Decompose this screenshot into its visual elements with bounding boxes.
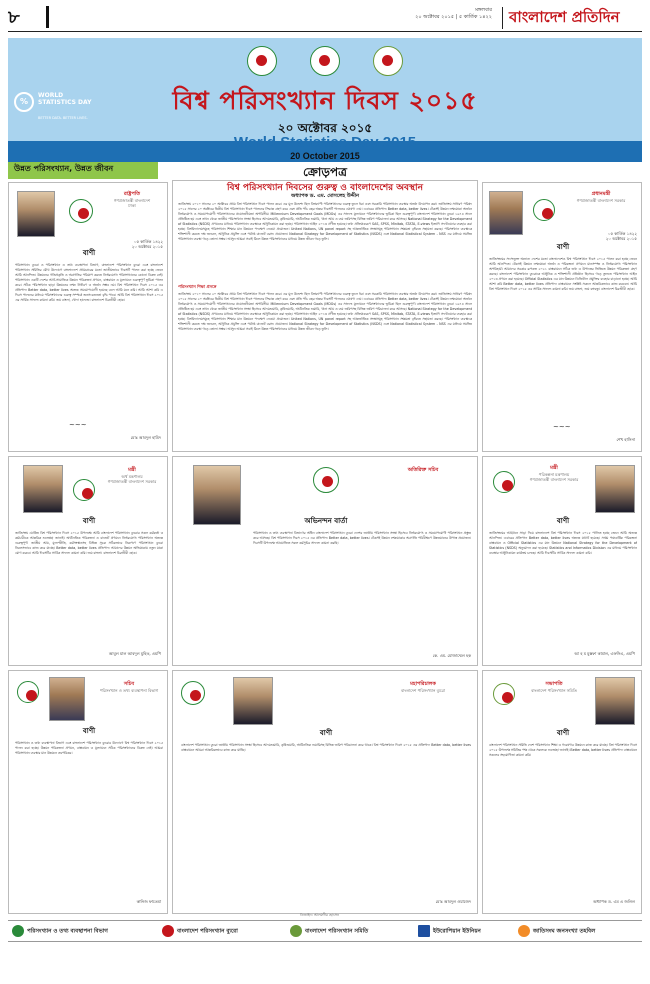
finance-minister-heading: বাণী bbox=[82, 517, 96, 525]
secretary-label: অতিরিক্ত সচিব bbox=[407, 467, 439, 473]
secretary-message bbox=[172, 456, 478, 666]
page-header bbox=[8, 6, 642, 32]
pm-label: প্রধানমন্ত্রী bbox=[591, 191, 611, 197]
president-date-bn: ০৫ কার্তিক ১৪২২ bbox=[133, 239, 163, 244]
bbs-logo-icon bbox=[162, 925, 174, 937]
planning-minister-signature: আ হ ম মুস্তফা কামাল, এফসিএ, এমপি bbox=[574, 651, 635, 656]
president-date-en: ২০ অক্টোবর ২০১৫ bbox=[131, 244, 163, 250]
unfpa-logo-icon bbox=[518, 925, 530, 937]
pm-message bbox=[482, 182, 642, 452]
finance-minister-photo bbox=[23, 465, 63, 513]
pm-photo bbox=[489, 191, 523, 235]
banner-date-bn: ২০ অক্টোবর ২০১৫ bbox=[277, 121, 373, 135]
president-text: পরিসংখ্যান ব্যুরো ও পরিসংখ্যান ও তথ্য ব্যবস্থাপনা বিভাগ, বাংলাদেশ পরিসংখ্যান ব্যুরো এবং বাংলাদেশ পরিসংখ্যান সমিতির যৌথ উদ্যোগে বাংলাদেশে প্রথমবারের মতো জাতীয়ভাবে দিবসটি পালন করা হচ্ছে জেনে আমি আনন্দিত। উন্নয়নের গতিপ্রকৃতি ও অগ্রগতির পরিমাপ করতে নির্ভরযোগ্য পরিসংখ্যানের কোনো বিকল্প নেই। পরিসংখ্যান একটি দেশের আর্থ-সামাজিক উন্নয়ন পরিকল্পনা প্রণয়ন, বাস্তবায়ন ও মূল্যায়নে গুরুত্বপূর্ণ ভূমিকা পালন করে। সঠিক পরিসংখ্যান ছাড়া উন্নয়নের লক্ষ্য নির্ধারণ ও অর্জন সম্ভব নয়। বিশ্ব পরিসংখ্যান দিবস ২০১৫ এর প্রতিপাদ্য Better data, better lives অত্যন্ত সময়োপযোগী হয়েছে বলে আমি মনে করি। আমি আশা করি এ দিবস পালনের মাধ্যমে পরিসংখ্যানের গুরুত্ব সম্পর্কে জনসচেতনতা বৃদ্ধি পাবে। আমি বিশ্ব পরিসংখ্যান দিবস ২০১৫ এর সার্বিক সাফল্য কামনা করি। জয় বাংলা, খোদা হাফেজ। বাংলাদেশ চিরজীবী হোক। bbox=[15, 263, 163, 302]
footer-item-sid: পরিসংখ্যান ও তথ্য ব্যবস্থাপনা বিভাগ bbox=[12, 925, 108, 937]
article-text-1: জাতিসংঘ ২০১০ সালের ২০ অক্টোবর প্রথম বিশ্ব পরিসংখ্যান দিবস পালন করে। এর মূল উদ্দেশ্য ছিল বিশ্বব্যাপী পরিসংখ্যানের গুরুত্ব তুলে ধরা এবং সরকারি পরিসংখ্যান ব্যবস্থার অর্জন উদযাপন করা। জাতিসংঘ সাধারণ পরিষদ ২০১৫ সালের ২০ অক্টোবর দ্বিতীয় বিশ্ব পরিসংখ্যান দিবস পালনের সিদ্ধান্ত গ্রহণ করে এবং প্রতি পাঁচ বছর অন্তর দিবসটি পালনের ঘোষণা দেয়। এবারের প্রতিপাদ্য Better data, better lives। টেকসই উন্নয়ন লক্ষ্যমাত্রা অর্জনে নির্ভরযোগ্য ও সময়োপযোগী পরিসংখ্যানের প্রয়োজনীয়তা অপরিসীম। Millennium Development Goals (MDGs) এর সাফল্য মূল্যায়নে পরিসংখ্যানের ভূমিকা ছিল গুরুত্বপূর্ণ। বাংলাদেশ পরিসংখ্যান ব্যুরো ১৯৭৪ সালে প্রতিষ্ঠিত হয় এবং তখন থেকে জাতীয় পরিসংখ্যান সংস্থা হিসেবে আদমশুমারি, কৃষিশুমারি, অর্থনৈতিক শুমারি, খানা আয় ও ব্যয় জরিপসহ বিভিন্ন জরিপ পরিচালনা করে আসছে। National Strategy for the Development of Statistics (NSDS) প্রণয়নের মাধ্যমে পরিসংখ্যান ব্যবস্থাকে আধুনিকায়ন করা হচ্ছে। পরিসংখ্যান আইন ২০১৩ প্রণীত হয়েছে। তথ্য প্রক্রিয়াকরণে SAS, SPSS, Minitab, STATA, E-views ইত্যাদি সফটওয়্যার ব্যবহার করা হচ্ছে। বিশ্ববিদ্যালয়সমূহে পরিসংখ্যান শিক্ষার মান উন্নয়নে পদক্ষেপ নেওয়া প্রয়োজন। United Nations, UN panel report সহ আন্তর্জাতিক সংস্থাসমূহ পরিসংখ্যান সক্ষমতা বৃদ্ধিতে সহায়তা করছে। পরিসংখ্যান ব্যবস্থাকে শক্তিশালী করতে দক্ষ জনবল, আধুনিক প্রযুক্তি এবং পর্যাপ্ত বাজেট বরাদ্দ প্রয়োজন। National Strategy for Development of Statistics (NSDS) এবং National Statistical System - NSS এর মাধ্যমে সমন্বিত পরিসংখ্যান ব্যবস্থা গড়ে তোলা সম্ভব। আসুন আমরা সবাই মিলে উন্নত পরিসংখ্যানের মাধ্যমে উন্নত জীবন গড়ে তুলি। bbox=[178, 202, 472, 241]
division-secretary-signature: কানিজ ফাতেমা bbox=[136, 899, 161, 904]
bbs-dg-signature: মোঃ আবদুল ওয়াজেদ bbox=[435, 899, 471, 904]
president-place: ঢাকা bbox=[128, 203, 136, 209]
eu-flag-icon bbox=[418, 925, 430, 937]
sponsor-footer bbox=[8, 920, 642, 942]
wsd-logo bbox=[14, 92, 104, 138]
president-seal-icon bbox=[69, 199, 93, 223]
pm-seal-icon bbox=[533, 199, 555, 221]
bbs-dg-heading: বাণী bbox=[319, 729, 333, 737]
president-label: রাষ্ট্রপতি bbox=[124, 191, 140, 197]
bbs-dg-office: বাংলাদেশ পরিসংখ্যান ব্যুরো bbox=[401, 687, 445, 693]
finance-minister-label: মন্ত্রী bbox=[128, 467, 136, 473]
president-message bbox=[8, 182, 168, 452]
secretary-seal-icon bbox=[313, 467, 339, 493]
bbs-dg-label: মহাপরিচালক bbox=[410, 681, 436, 687]
design-credit: ডিজাইন: আলমগীর হোসেন bbox=[300, 913, 339, 917]
finance-minister-message bbox=[8, 456, 168, 666]
wsd-logo-tagline: BETTER DATA. BETTER LIVES. bbox=[38, 116, 88, 120]
article-author: অধ্যাপক ড. এম. মোসলেহ উদ্দীন bbox=[291, 193, 359, 199]
division-secretary-message bbox=[8, 670, 168, 914]
division-secretary-text: পরিসংখ্যান ও তথ্য ব্যবস্থাপনা বিভাগ এবং বাংলাদেশ পরিসংখ্যান ব্যুরোর উদ্যোগে বিশ্ব পরিসংখ্যান দিবস ২০১৫ পালন করা হচ্ছে। উন্নয়ন পরিকল্পনা প্রণয়ন, বাস্তবায়ন ও মূল্যায়নে সঠিক পরিসংখ্যানের বিকল্প নেই। আমরা পরিসংখ্যান ব্যবস্থার মান উন্নয়নে বদ্ধপরিকর। bbox=[15, 741, 163, 755]
finance-minister-signature: আবুল মাল আবদুল মুহিত, এমপি bbox=[108, 651, 161, 656]
society-president-label: সভাপতি bbox=[545, 681, 563, 687]
society-president-heading: বাণী bbox=[556, 729, 570, 737]
footer-item-unfpa: জাতিসংঘ জনসংখ্যা তহবিল bbox=[518, 925, 595, 937]
article-title: বিশ্ব পরিসংখ্যান দিবসের গুরুত্ব ও বাংলাদেশের অবস্থান bbox=[226, 183, 423, 193]
division-seal-icon bbox=[17, 681, 39, 703]
planning-minister-label: মন্ত্রী bbox=[550, 465, 558, 471]
finance-seal-icon bbox=[73, 479, 95, 501]
article-text-2: জাতিসংঘ ২০১০ সালের ২০ অক্টোবর প্রথম বিশ্ব পরিসংখ্যান দিবস পালন করে। এর মূল উদ্দেশ্য ছিল বিশ্বব্যাপী পরিসংখ্যানের গুরুত্ব তুলে ধরা এবং সরকারি পরিসংখ্যান ব্যবস্থার অর্জন উদযাপন করা। জাতিসংঘ সাধারণ পরিষদ ২০১৫ সালের ২০ অক্টোবর দ্বিতীয় বিশ্ব পরিসংখ্যান দিবস পালনের সিদ্ধান্ত গ্রহণ করে এবং প্রতি পাঁচ বছর অন্তর দিবসটি পালনের ঘোষণা দেয়। এবারের প্রতিপাদ্য Better data, better lives। টেকসই উন্নয়ন লক্ষ্যমাত্রা অর্জনে নির্ভরযোগ্য ও সময়োপযোগী পরিসংখ্যানের প্রয়োজনীয়তা অপরিসীম। Millennium Development Goals (MDGs) এর সাফল্য মূল্যায়নে পরিসংখ্যানের ভূমিকা ছিল গুরুত্বপূর্ণ। বাংলাদেশ পরিসংখ্যান ব্যুরো ১৯৭৪ সালে প্রতিষ্ঠিত হয় এবং তখন থেকে জাতীয় পরিসংখ্যান সংস্থা হিসেবে আদমশুমারি, কৃষিশুমারি, অর্থনৈতিক শুমারি, খানা আয় ও ব্যয় জরিপসহ বিভিন্ন জরিপ পরিচালনা করে আসছে। National Strategy for the Development of Statistics (NSDS) প্রণয়নের মাধ্যমে পরিসংখ্যান ব্যবস্থাকে আধুনিকায়ন করা হচ্ছে। পরিসংখ্যান আইন ২০১৩ প্রণীত হয়েছে। তথ্য প্রক্রিয়াকরণে SAS, SPSS, Minitab, STATA, E-views ইত্যাদি সফটওয়্যার ব্যবহার করা হচ্ছে। বিশ্ববিদ্যালয়সমূহে পরিসংখ্যান শিক্ষার মান উন্নয়নে পদক্ষেপ নেওয়া প্রয়োজন। United Nations, UN panel report সহ আন্তর্জাতিক সংস্থাসমূহ পরিসংখ্যান সক্ষমতা বৃদ্ধিতে সহায়তা করছে। পরিসংখ্যান ব্যবস্থাকে শক্তিশালী করতে দক্ষ জনবল, আধুনিক প্রযুক্তি এবং পর্যাপ্ত বাজেট বরাদ্দ প্রয়োজন। National Strategy for Development of Statistics (NSDS) এবং National Statistical System - NSS এর মাধ্যমে সমন্বিত পরিসংখ্যান ব্যবস্থা গড়ে তোলা সম্ভব। আসুন আমরা সবাই মিলে উন্নত পরিসংখ্যানের মাধ্যমে উন্নত জীবন গড়ে তুলি। bbox=[178, 292, 472, 331]
article-subheading: পরিসংখ্যান শিক্ষা প্রসঙ্গে bbox=[178, 284, 217, 289]
bbs-seal-icon bbox=[181, 681, 205, 705]
banner-title-en: World Statistics Day 2015 bbox=[233, 134, 417, 151]
finance-minister-office: অর্থ মন্ত্রণালয় bbox=[121, 473, 143, 479]
finance-minister-text: জাতিসংঘ ঘোষিত বিশ্ব পরিসংখ্যান দিবস ২০১৫ উপলক্ষে আমি বাংলাদেশ পরিসংখ্যান ব্যুরোর সকল কর্মকর্তা ও কর্মচারীকে আন্তরিক শুভেচ্ছা জানাই। অর্থনৈতিক পরিকল্পনা ও বাজেট প্রণয়নে নির্ভরযোগ্য পরিসংখ্যান অত্যন্ত গুরুত্বপূর্ণ। জাতীয় আয়, মূল্যস্ফীতি, কর্মসংস্থানসহ বিভিন্ন সূচক সঠিকভাবে নিরূপণে পরিসংখ্যান ব্যুরো নিরলসভাবে কাজ করে যাচ্ছে। Better data, better lives প্রতিপাদ্য আমাদের উন্নয়ন অভিযাত্রায় নতুন মাত্রা যোগ করবে। আমি দিবসটির সার্বিক সাফল্য কামনা করি। জয় বাংলা। বাংলাদেশ চিরজীবী হোক। bbox=[15, 531, 163, 555]
society-president-office: বাংলাদেশ পরিসংখ্যান সমিতি bbox=[531, 687, 577, 693]
header-weekday: মঙ্গলবার bbox=[475, 7, 492, 13]
planning-minister-message bbox=[482, 456, 642, 666]
percent-icon: % bbox=[14, 92, 34, 112]
slogan-text: উন্নত পরিসংখ্যান, উন্নত জীবন bbox=[14, 164, 114, 173]
sid-logo-icon bbox=[247, 46, 277, 76]
header-dates: ২০ অক্টোবর ২০১৫ | ৫ কার্তিক ১৪২২ bbox=[415, 14, 492, 20]
society-president-photo bbox=[595, 677, 635, 725]
division-secretary-label: সচিব bbox=[123, 681, 135, 687]
sid-logo-icon bbox=[12, 925, 24, 937]
president-signature-mark: ~~~ bbox=[69, 421, 87, 429]
society-president-text: বাংলাদেশ পরিসংখ্যান সমিতি দেশে পরিসংখ্যান শিক্ষা ও গবেষণার উন্নয়নে কাজ করে যাচ্ছে। বিশ্ব পরিসংখ্যান দিবস ২০১৫ উপলক্ষে সমিতির পক্ষ থেকে সকলকে শুভেচ্ছা জানাই। Better data, better lives প্রতিপাদ্য বাস্তবায়নে সকলের সহযোগিতা কামনা করি। bbox=[489, 743, 637, 757]
society-president-message bbox=[482, 670, 642, 914]
bbs-dg-photo bbox=[233, 677, 273, 725]
planning-minister-office: পরিকল্পনা মন্ত্রণালয় bbox=[538, 471, 570, 477]
pm-office: গণপ্রজাতন্ত্রী বাংলাদেশ সরকার bbox=[576, 197, 626, 203]
secretary-text: পরিসংখ্যান ও তথ্য ব্যবস্থাপনা বিভাগের অধীন বাংলাদেশ পরিসংখ্যান ব্যুরো দেশের জাতীয় পরিসংখ্যান সংস্থা হিসেবে নির্ভরযোগ্য ও সময়োপযোগী পরিসংখ্যান প্রস্তুত করে আসছে। বিশ্ব পরিসংখ্যান দিবস ২০১৫ এর প্রতিপাদ্য Better data, better lives। টেকসই উন্নয়ন লক্ষ্যমাত্রার অগ্রগতি পরিবীক্ষণে উন্নতমানের উপাত্ত প্রয়োজন। দিবসটি উপলক্ষে আয়োজিত সকল কর্মসূচির সাফল্য কামনা করছি। bbox=[253, 531, 471, 545]
secretary-title: অভিনন্দন বার্তা bbox=[304, 517, 348, 525]
banner-date-en: 20 October 2015 bbox=[290, 151, 360, 161]
supplement-label: ক্রোড়পত্র bbox=[303, 165, 347, 179]
division-secretary-office: পরিসংখ্যান ও তথ্য ব্যবস্থাপনা বিভাগ bbox=[99, 687, 159, 693]
pm-date-en: ২০ অক্টোবর ২০১৫ bbox=[605, 236, 637, 242]
president-heading: বাণী bbox=[82, 249, 96, 257]
society-logo-icon bbox=[373, 46, 403, 76]
pm-text: জাতিসংঘের সদস্যভুক্ত অন্যান্য দেশের মতো বাংলাদেশেও বিশ্ব পরিসংখ্যান দিবস ২০১৫ পালন করা হচ্ছে জেনে আমি আনন্দিত। টেকসই উন্নয়ন লক্ষ্যমাত্রা অর্জন ও পরিকল্পনা প্রণয়নে মানসম্পন্ন ও নির্ভরযোগ্য পরিসংখ্যান অপরিহার্য। আমাদের সরকার রূপকল্প ২০২১ বাস্তবায়নে সঠিক তথ্য ও উপাত্তের ভিত্তিতে উন্নয়ন পরিকল্পনা গ্রহণ করছে। বাংলাদেশ পরিসংখ্যান ব্যুরোকে আধুনিক ও শক্তিশালী প্রতিষ্ঠান হিসেবে গড়ে তুলতে পরিসংখ্যান আইন ২০১৩ প্রণয়ন করা হয়েছে। Official Statistics এর মান উন্নয়নে ডিজিটাল প্রযুক্তির ব্যবহার বাড়ানো হচ্ছে। আমি আশা করি Better data, better lives প্রতিপাদ্য বাস্তবায়নে সংশ্লিষ্ট সকলে আন্তরিকভাবে কাজ করবেন। আমি বিশ্ব পরিসংখ্যান দিবস ২০১৫ এর সার্বিক সাফল্য কামনা করি। জয় বাংলা, জয় বঙ্গবন্ধু। বাংলাদেশ চিরজীবী হোক। bbox=[489, 257, 637, 291]
wsd-logo-text: WORLD STATISTICS DAY bbox=[38, 92, 92, 107]
bbs-dg-text: বাংলাদেশ পরিসংখ্যান ব্যুরো জাতীয় পরিসংখ্যান সংস্থা হিসেবে আদমশুমারি, কৃষিশুমারি, অর্থনৈতিক শুমারিসহ বিভিন্ন জরিপ পরিচালনা করে থাকে। বিশ্ব পরিসংখ্যান দিবস ২০১৫ এর প্রতিপাদ্য Better data, better lives বাস্তবায়নে আমরা আন্তরিকভাবে কাজ করে যাচ্ছি। bbox=[181, 743, 471, 752]
footer-item-eu: ইউরোপিয়ান ইউনিয়ন bbox=[418, 925, 481, 937]
planning-minister-text: জাতিসংঘের আহ্বানে সাড়া দিয়ে বাংলাদেশে বিশ্ব পরিসংখ্যান দিবস ২০১৫ পালিত হচ্ছে জেনে আমি অত্যন্ত আনন্দিত। এবারের প্রতিপাদ্য Better data, better lives অত্যন্ত যথার্থ হয়েছে। সপ্তম পঞ্চবার্ষিক পরিকল্পনা বাস্তবায়ন ও Official Statistics এর মান উন্নয়নে National Strategy for the Development of Statistics (NSDS) অনুমোদন করা হয়েছে। Statistics and Informatics Division এর মাধ্যমে পরিসংখ্যান ব্যবস্থার আধুনিকায়ন কার্যক্রম চলছে। আমি দিবসটির সার্বিক সাফল্য কামনা করি। bbox=[489, 531, 637, 555]
pm-signature-mark: ~~~ bbox=[553, 423, 571, 431]
president-signature: মোঃ আবদুল হামিদ bbox=[130, 435, 161, 440]
planning-minister-heading: বাণী bbox=[556, 517, 570, 525]
footer-item-bbs: বাংলাদেশ পরিসংখ্যান ব্যুরো bbox=[162, 925, 238, 937]
publication-logo: বাংলাদেশ প্রতিদিন bbox=[502, 7, 642, 29]
society-logo-icon bbox=[290, 925, 302, 937]
government-seal-icon bbox=[310, 46, 340, 76]
pm-date-bn: ০৫ কার্তিক ১৪২২ bbox=[607, 231, 637, 236]
page-number: ৮ bbox=[8, 7, 20, 28]
header-divider bbox=[46, 6, 49, 28]
division-secretary-heading: বাণী bbox=[82, 727, 96, 735]
planning-minister-org: গণপ্রজাতন্ত্রী বাংলাদেশ সরকার bbox=[529, 477, 579, 483]
footer-item-society: বাংলাদেশ পরিসংখ্যান সমিতি bbox=[290, 925, 368, 937]
president-photo bbox=[17, 191, 55, 237]
pm-heading: বাণী bbox=[556, 243, 570, 251]
pm-signature: শেখ হাসিনা bbox=[616, 437, 635, 442]
secretary-photo bbox=[193, 465, 241, 525]
society-seal-icon bbox=[493, 683, 515, 705]
finance-minister-org: গণপ্রজাতন্ত্রী বাংলাদেশ সরকার bbox=[107, 479, 157, 485]
bbs-dg-message bbox=[172, 670, 478, 914]
secretary-signature: কে. এম. মোজাম্মেল হক bbox=[432, 653, 471, 658]
planning-seal-icon bbox=[493, 471, 515, 493]
planning-minister-photo bbox=[595, 465, 635, 513]
banner-title-bn: বিশ্ব পরিসংখ্যান দিবস ২০১৫ bbox=[172, 86, 478, 115]
division-secretary-photo bbox=[49, 677, 85, 721]
president-office: গণপ্রজাতন্ত্রী বাংলাদেশ bbox=[113, 197, 151, 203]
society-president-signature: অধ্যাপক ড. এম এ জলিল bbox=[593, 899, 635, 904]
